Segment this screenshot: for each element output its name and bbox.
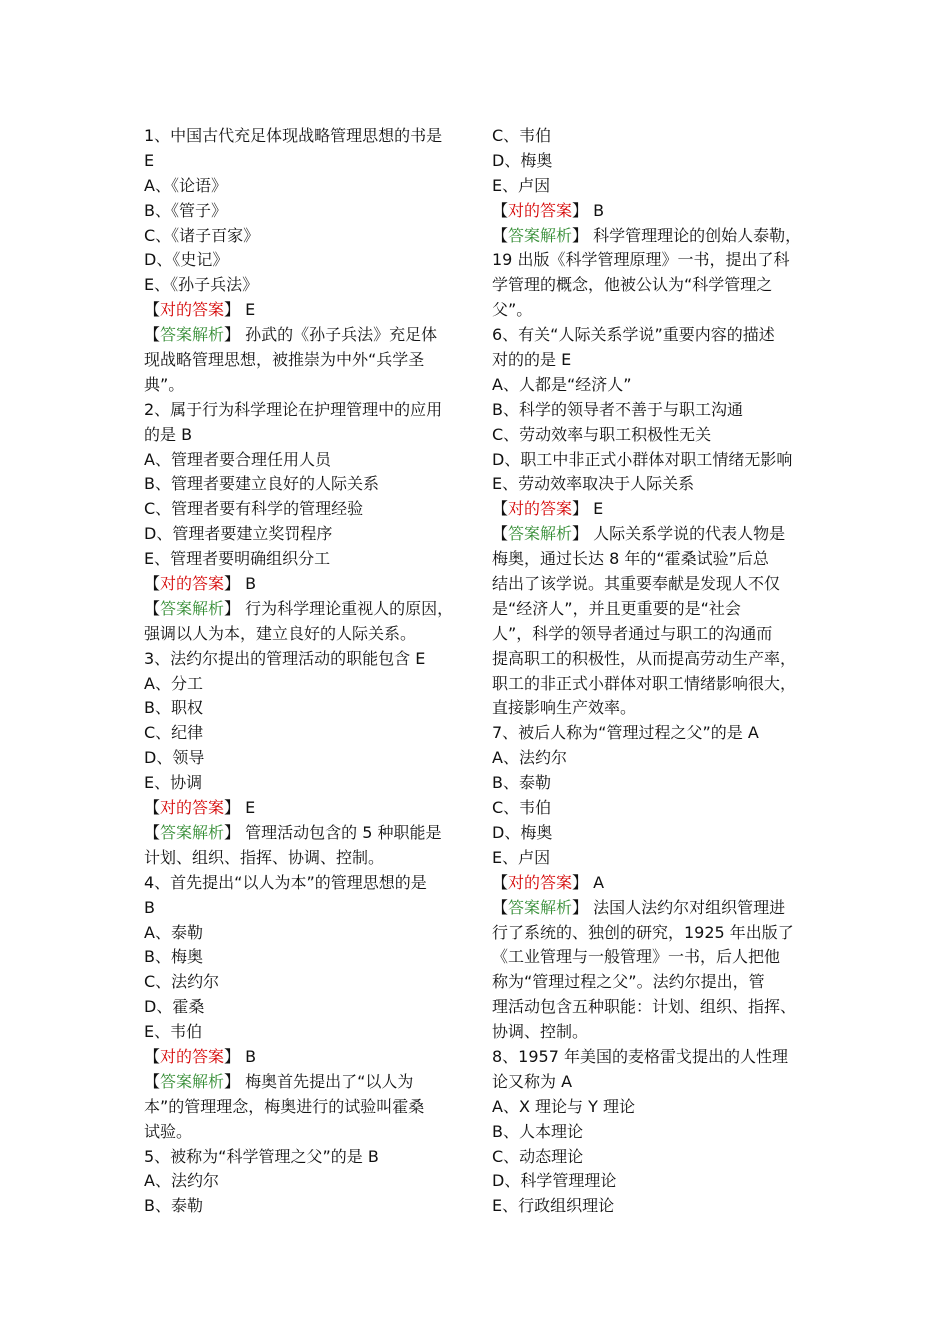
text-line: 协调、控制。 [492, 1022, 589, 1042]
text-line: 强调以人为本，建立良好的人际关系。 [144, 623, 417, 643]
correct-answer-label: 对的答案 [160, 798, 225, 818]
correct-answer-label: 对的答案 [160, 1046, 225, 1066]
answer-explanation-label: 答案解析 [160, 598, 225, 618]
line-rest: 】 梅奥首先提出了“以人为 [224, 1071, 414, 1091]
line-rest: 】 人际关系学说的代表人物是 [572, 524, 786, 544]
explanation-line [144, 597, 464, 622]
text-line: A、泰勒 [144, 922, 203, 942]
text-line: A、《论语》 [144, 175, 227, 195]
text-line: 1、中国古代充足体现战略管理思想的书是 [144, 126, 443, 145]
text-line: D、梅奥 [492, 150, 553, 170]
text-line: A、X 理论与 Y 理论 [492, 1096, 635, 1116]
line-rest: 】 E [224, 300, 256, 320]
text-line: 4、首先提出“以人为本”的管理思想的是 [144, 872, 427, 892]
text-line: 5、被称为“科学管理之父”的是 B [144, 1146, 379, 1166]
bracket-open: 【 [492, 524, 509, 544]
text-line: 结出了该学说。其重要奉献是发现人不仅 [492, 574, 781, 594]
text-line: 8、1957 年美国的麦格雷戈提出的人性理 [492, 1046, 788, 1066]
text-line: B、人本理论 [492, 1121, 583, 1141]
text-line: 本”的管理理念，梅奥进行的试验叫霍桑 [144, 1096, 425, 1116]
text-line: B、泰勒 [144, 1196, 203, 1216]
text-line: B、《管子》 [144, 200, 227, 220]
text-line: C、动态理论 [492, 1146, 584, 1166]
explanation-line [144, 821, 464, 846]
text-line: 3、法约尔提出的管理活动的职能包含 E [144, 648, 426, 668]
answer-explanation-label: 答案解析 [508, 225, 573, 245]
text-line: C、韦伯 [492, 126, 552, 145]
text-line: B、科学的领导者不善于与职工沟通 [492, 399, 743, 419]
text-line: E、协调 [144, 773, 203, 793]
bracket-open: 【 [144, 325, 161, 345]
text-line: 理活动包含五种职能：计划、组织、指挥、 [492, 997, 797, 1017]
explanation-line [492, 522, 814, 547]
answer-line [144, 796, 464, 821]
explanation-line [492, 896, 814, 921]
text-line: D、科学管理理论 [492, 1171, 617, 1191]
answer-line [492, 871, 814, 896]
text-line: B、泰勒 [492, 773, 551, 793]
text-line: 试验。 [144, 1121, 193, 1141]
answer-explanation-label: 答案解析 [160, 1071, 225, 1091]
text-line: D、领导 [144, 748, 205, 768]
text-line: 是“经济人”，并且更重要的是“社会 [492, 598, 741, 618]
right-column [492, 124, 814, 1219]
text-line: B [144, 897, 155, 917]
text-line: E、劳动效率取决于人际关系 [492, 474, 695, 494]
bracket-open: 【 [492, 225, 509, 245]
bracket-open: 【 [144, 598, 161, 618]
answer-explanation-label: 答案解析 [160, 822, 225, 842]
text-line: 典”。 [144, 374, 185, 394]
answer-line [492, 497, 814, 522]
text-line: E、韦伯 [144, 1022, 203, 1042]
correct-answer-label: 对的答案 [160, 574, 225, 594]
text-line: E、管理者要明确组织分工 [144, 549, 331, 569]
line-rest: 】 E [224, 798, 256, 818]
text-line: C、韦伯 [492, 798, 552, 818]
correct-answer-label: 对的答案 [508, 200, 573, 220]
text-line: 对的的是 E [492, 350, 572, 370]
explanation-line [492, 224, 814, 249]
text-line: 称为“管理过程之父”。法约尔提出，管 [492, 972, 765, 992]
line-rest: 】 科学管理理论的创始人泰勒， [572, 225, 802, 245]
bracket-open: 【 [144, 300, 161, 320]
text-line: D、霍桑 [144, 997, 205, 1017]
text-line: D、梅奥 [492, 822, 553, 842]
text-line: B、管理者要建立良好的人际关系 [144, 474, 379, 494]
answer-line [492, 199, 814, 224]
explanation-line [144, 323, 464, 348]
bracket-open: 【 [144, 1071, 161, 1091]
line-rest: 】 法国人法约尔对组织管理进 [572, 897, 786, 917]
bracket-open: 【 [492, 872, 509, 892]
text-line: 人”，科学的领导者通过与职工的沟通而 [492, 623, 773, 643]
answer-explanation-label: 答案解析 [508, 897, 573, 917]
line-rest: 】 E [572, 499, 604, 519]
line-rest: 】 行为科学理论重视人的原因， [224, 598, 454, 618]
text-line: 职工的非正式小群体对职工情绪影响很大， [492, 673, 797, 693]
text-line: 2、属于行为科学理论在护理管理中的应用 [144, 399, 443, 419]
text-line: 7、被后人称为“管理过程之父”的是 A [492, 723, 759, 743]
line-rest: 】 B [572, 200, 605, 220]
correct-answer-label: 对的答案 [508, 499, 573, 519]
bracket-open: 【 [144, 574, 161, 594]
answer-line [144, 572, 464, 597]
text-line: D、职工中非正式小群体对职工情绪无影响 [492, 449, 793, 469]
bracket-open: 【 [144, 822, 161, 842]
bracket-open: 【 [492, 200, 509, 220]
answer-explanation-label: 答案解析 [508, 524, 573, 544]
line-rest: 】 B [224, 1046, 257, 1066]
text-line: 学管理的概念，他被公认为“科学管理之 [492, 275, 773, 295]
text-line: D、管理者要建立奖罚程序 [144, 524, 333, 544]
text-line: 论又称为 A [492, 1071, 573, 1091]
line-rest: 】 孙武的《孙子兵法》充足体 [224, 325, 438, 345]
text-line: 父”。 [492, 300, 533, 320]
line-rest: 】 A [572, 872, 605, 892]
text-line: C、纪律 [144, 723, 204, 743]
text-line: C、《诸子百家》 [144, 225, 260, 245]
text-line: 的是 B [144, 424, 193, 444]
text-line: A、管理者要合理任用人员 [144, 449, 331, 469]
correct-answer-label: 对的答案 [160, 300, 225, 320]
answer-explanation-label: 答案解析 [160, 325, 225, 345]
explanation-line [144, 1070, 464, 1095]
text-line: C、劳动效率与职工积极性无关 [492, 424, 712, 444]
text-line: B、梅奥 [144, 947, 203, 967]
bracket-open: 【 [144, 798, 161, 818]
text-line: 提高职工的积极性，从而提高劳动生产率， [492, 648, 797, 668]
text-line: B、职权 [144, 698, 203, 718]
text-line: 直接影响生产效率。 [492, 698, 637, 718]
text-line: 6、有关“人际关系学说”重要内容的描述 [492, 325, 775, 345]
text-line: E、行政组织理论 [492, 1196, 615, 1216]
text-line: C、管理者要有科学的管理经验 [144, 499, 364, 519]
text-line: A、法约尔 [144, 1171, 219, 1191]
bracket-open: 【 [144, 1046, 161, 1066]
text-line: 19 出版《科学管理原理》一书，提出了科 [492, 250, 790, 270]
text-line: 梅奥，通过长达 8 年的“霍桑试验”后总 [492, 549, 769, 569]
text-line: A、人都是“经济人” [492, 374, 632, 394]
text-line: E、卢因 [492, 847, 551, 867]
text-line: C、法约尔 [144, 972, 220, 992]
answer-line [144, 298, 464, 323]
text-line: 行了系统的、独创的研究，1925 年出版了 [492, 922, 794, 942]
line-rest: 】 管理活动包含的 5 种职能是 [224, 822, 442, 842]
bracket-open: 【 [492, 499, 509, 519]
text-line: E [144, 150, 155, 170]
left-column [144, 124, 464, 1219]
text-line: 《工业管理与一般管理》一书，后人把他 [492, 947, 781, 967]
text-line: A、法约尔 [492, 748, 567, 768]
text-line: A、分工 [144, 673, 203, 693]
bracket-open: 【 [492, 897, 509, 917]
text-line: E、《孙子兵法》 [144, 275, 259, 295]
answer-line [144, 1045, 464, 1070]
line-rest: 】 B [224, 574, 257, 594]
correct-answer-label: 对的答案 [508, 872, 573, 892]
text-line: D、《史记》 [144, 250, 229, 270]
text-line: 计划、组织、指挥、协调、控制。 [144, 847, 385, 867]
text-line: 现战略管理思想，被推崇为中外“兵学圣 [144, 350, 425, 370]
text-line: E、卢因 [492, 175, 551, 195]
